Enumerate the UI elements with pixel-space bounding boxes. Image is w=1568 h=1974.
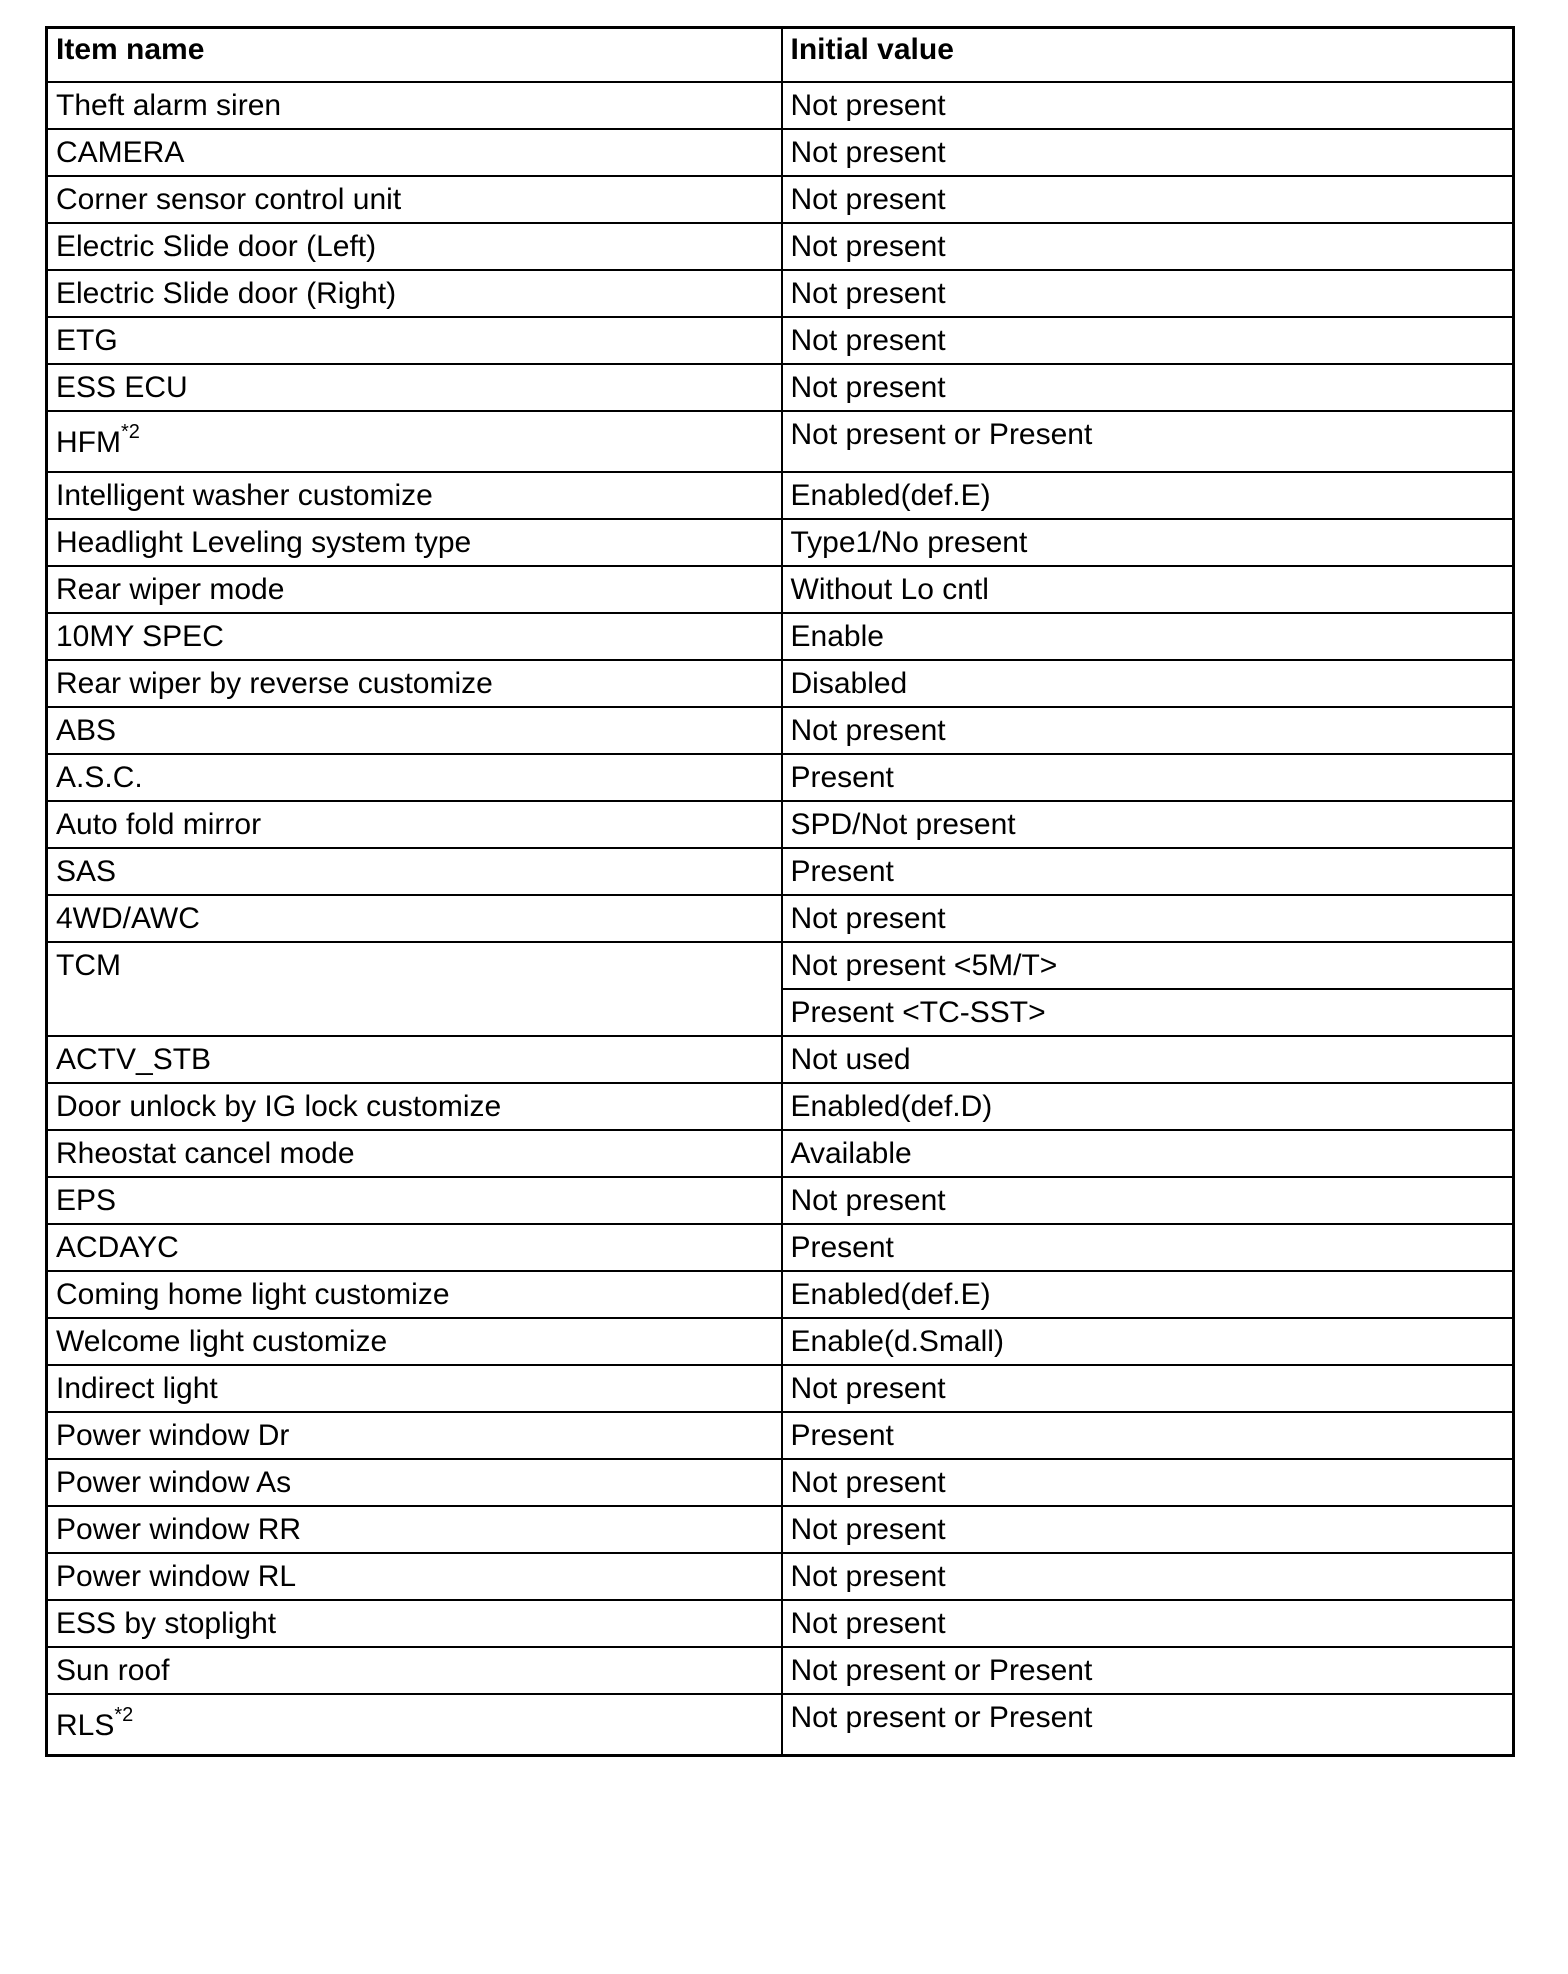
initial-value-cell: Not used xyxy=(782,1036,1514,1083)
table-row xyxy=(47,566,1514,613)
table-row xyxy=(47,1224,1514,1271)
item-name-cell xyxy=(47,1694,782,1756)
initial-value-cell: Not present xyxy=(782,364,1514,411)
initial-value-cell: Available xyxy=(782,1130,1514,1177)
table-row xyxy=(47,223,1514,270)
item-name-cell xyxy=(47,707,782,754)
initial-value-cell: Enabled(def.E) xyxy=(782,472,1514,519)
item-name-text: TCM xyxy=(56,948,121,982)
item-name-text: HFM xyxy=(56,425,121,459)
item-name-cell xyxy=(47,1412,782,1459)
item-name-text: Coming home light customize xyxy=(56,1277,450,1311)
table-row xyxy=(47,1083,1514,1130)
table-row xyxy=(47,1506,1514,1553)
column-header-initial-value: Initial value xyxy=(782,28,1514,82)
item-name-text: Rear wiper mode xyxy=(56,572,285,606)
item-name-cell xyxy=(47,1130,782,1177)
initial-value-cell: Not present xyxy=(782,895,1514,942)
item-name-text: Rheostat cancel mode xyxy=(56,1136,355,1170)
initial-value-cell: Not present xyxy=(782,270,1514,317)
item-name-cell xyxy=(47,270,782,317)
initial-value-cell: Present xyxy=(782,1224,1514,1271)
initial-value-cell: Present xyxy=(782,1412,1514,1459)
table-row xyxy=(47,1412,1514,1459)
initial-value-cell: Not present or Present xyxy=(782,411,1514,472)
item-name-cell xyxy=(47,613,782,660)
item-name-cell xyxy=(47,1318,782,1365)
item-name-text: Electric Slide door (Left) xyxy=(56,229,377,263)
item-name-cell xyxy=(47,1224,782,1271)
table-row xyxy=(47,1318,1514,1365)
item-name-text: 4WD/AWC xyxy=(56,901,200,935)
item-name-text: ACTV_STB xyxy=(56,1042,212,1076)
item-name-cell xyxy=(47,1600,782,1647)
table-row xyxy=(47,848,1514,895)
table-row xyxy=(47,1694,1514,1756)
item-name-cell xyxy=(47,472,782,519)
initial-value-cell: Not present xyxy=(782,129,1514,176)
initial-value-cell: Enabled(def.D) xyxy=(782,1083,1514,1130)
item-name-text: Headlight Leveling system type xyxy=(56,525,472,559)
column-header-item-name: Item name xyxy=(47,28,782,82)
item-name-text: ESS by stoplight xyxy=(56,1606,277,1640)
initial-value-cell: Enable xyxy=(782,613,1514,660)
footnote-marker: *2 xyxy=(114,1703,134,1726)
initial-value-cell: Enable(d.Small) xyxy=(782,1318,1514,1365)
initial-value-cell: Present xyxy=(782,754,1514,801)
table-row xyxy=(47,801,1514,848)
item-name-cell xyxy=(47,1553,782,1600)
table-row xyxy=(47,317,1514,364)
initial-value-cell: Not present xyxy=(782,317,1514,364)
item-name-text: Intelligent washer customize xyxy=(56,478,433,512)
table-row xyxy=(47,411,1514,472)
initial-value-cell: Not present xyxy=(782,1553,1514,1600)
item-name-cell xyxy=(47,801,782,848)
table-row xyxy=(47,942,1514,989)
table-row xyxy=(47,660,1514,707)
item-name-cell xyxy=(47,176,782,223)
item-name-cell xyxy=(47,1177,782,1224)
table-body xyxy=(47,82,1514,1756)
item-name-text: Power window As xyxy=(56,1465,292,1499)
item-name-text: 10MY SPEC xyxy=(56,619,224,653)
item-name-text: CAMERA xyxy=(56,135,185,169)
item-name-text: Theft alarm siren xyxy=(56,88,282,122)
item-name-text: Sun roof xyxy=(56,1653,170,1687)
initial-value-cell: Not present xyxy=(782,1506,1514,1553)
item-name-cell xyxy=(47,519,782,566)
item-name-text: Welcome light customize xyxy=(56,1324,388,1358)
table-row xyxy=(47,1553,1514,1600)
item-name-text: RLS xyxy=(56,1708,115,1742)
item-name-cell xyxy=(47,1036,782,1083)
item-name-cell xyxy=(47,1271,782,1318)
initial-value-cell: Present <TC-SST> xyxy=(782,989,1514,1036)
item-name-text: Electric Slide door (Right) xyxy=(56,276,397,310)
item-name-cell xyxy=(47,364,782,411)
table-row xyxy=(47,1600,1514,1647)
item-name-cell xyxy=(47,1083,782,1130)
item-name-cell xyxy=(47,660,782,707)
table-row xyxy=(47,1271,1514,1318)
item-name-cell xyxy=(47,1459,782,1506)
initial-value-cell: Not present or Present xyxy=(782,1694,1514,1756)
table-row xyxy=(47,613,1514,660)
table-row xyxy=(47,754,1514,801)
initial-value-cell: SPD/Not present xyxy=(782,801,1514,848)
item-name-cell xyxy=(47,942,782,1036)
initial-value-cell: Not present xyxy=(782,1177,1514,1224)
table-row xyxy=(47,270,1514,317)
item-name-cell xyxy=(47,82,782,129)
table-row xyxy=(47,1177,1514,1224)
initial-value-cell: Not present xyxy=(782,223,1514,270)
initial-value-cell: Enabled(def.E) xyxy=(782,1271,1514,1318)
item-name-text: Power window RL xyxy=(56,1559,297,1593)
initial-value-cell: Not present xyxy=(782,176,1514,223)
item-name-text: EPS xyxy=(56,1183,117,1217)
table-row xyxy=(47,472,1514,519)
item-name-cell xyxy=(47,411,782,472)
table-row xyxy=(47,129,1514,176)
table-row xyxy=(47,707,1514,754)
item-name-text: SAS xyxy=(56,854,117,888)
settings-table xyxy=(45,26,1515,1757)
item-name-text: A.S.C. xyxy=(56,760,143,794)
initial-value-cell: Not present xyxy=(782,1459,1514,1506)
item-name-text: Power window RR xyxy=(56,1512,302,1546)
table-row xyxy=(47,176,1514,223)
item-name-cell xyxy=(47,129,782,176)
table-row xyxy=(47,1365,1514,1412)
footnote-marker: *2 xyxy=(120,420,140,443)
item-name-text: ACDAYC xyxy=(56,1230,179,1264)
table-row xyxy=(47,895,1514,942)
table-row xyxy=(47,1647,1514,1694)
item-name-text: ETG xyxy=(56,323,118,357)
initial-value-cell: Not present xyxy=(782,1600,1514,1647)
initial-value-cell: Not present xyxy=(782,1365,1514,1412)
item-name-text: Door unlock by IG lock customize xyxy=(56,1089,502,1123)
item-name-text: Power window Dr xyxy=(56,1418,290,1452)
item-name-text: ABS xyxy=(56,713,117,747)
item-name-cell xyxy=(47,1647,782,1694)
item-name-cell xyxy=(47,223,782,270)
initial-value-cell: Without Lo cntl xyxy=(782,566,1514,613)
item-name-text: Rear wiper by reverse customize xyxy=(56,666,493,700)
table-row xyxy=(47,1036,1514,1083)
initial-value-cell: Present xyxy=(782,848,1514,895)
table-row xyxy=(47,519,1514,566)
table-row xyxy=(47,1130,1514,1177)
table-row xyxy=(47,364,1514,411)
item-name-text: Auto fold mirror xyxy=(56,807,262,841)
table-header-row xyxy=(47,28,1514,82)
initial-value-cell: Disabled xyxy=(782,660,1514,707)
item-name-cell xyxy=(47,1506,782,1553)
item-name-text: ESS ECU xyxy=(56,370,188,404)
item-name-cell xyxy=(47,754,782,801)
table-row xyxy=(47,82,1514,129)
item-name-cell xyxy=(47,848,782,895)
item-name-text: Indirect light xyxy=(56,1371,218,1405)
item-name-text: Corner sensor control unit xyxy=(56,182,402,216)
initial-value-cell: Not present <5M/T> xyxy=(782,942,1514,989)
item-name-cell xyxy=(47,1365,782,1412)
item-name-cell xyxy=(47,317,782,364)
table-row xyxy=(47,1459,1514,1506)
initial-value-cell: Not present xyxy=(782,707,1514,754)
initial-value-cell: Not present xyxy=(782,82,1514,129)
item-name-cell xyxy=(47,895,782,942)
initial-value-cell: Not present or Present xyxy=(782,1647,1514,1694)
initial-value-cell: Type1/No present xyxy=(782,519,1514,566)
item-name-cell xyxy=(47,566,782,613)
